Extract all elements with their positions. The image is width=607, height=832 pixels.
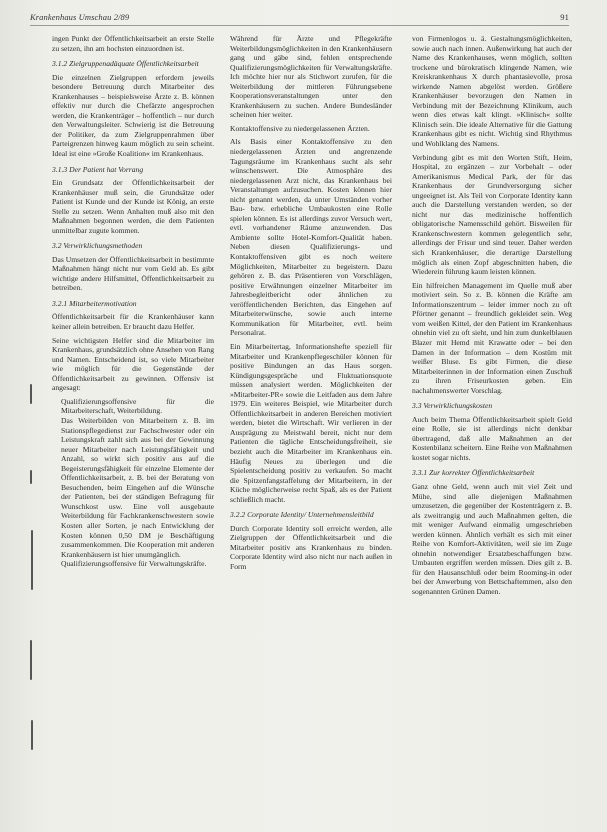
paragraph: Ein Mitarbeitertag, Informationshefte speziell für Mitarbeiter und Krankenpflegeschüler können für positive Bindungen an das Haus sorgen. Kündigungsgespräche und Fluktuationsquote müssen analysiert werden. Möglichkeiten der »Mitarbeiter-PR« sowie die Leitfaden aus dem Jahre 1979. Ein weiteres Beispiel, wie Mitarbeiter durch Öffentlichkeitsarbeit in anderen Bereichen motiviert werden, bietet die Wirtschaft. Wir verlieren in der Ausprägung zu Meistwahl bereit, nicht nur dem Patienten die tägliche Entscheidungsfreiheit, sie bezieht auch die Mitarbeiter im Krankenhaus ein. Häufig Neues zu überlegen und die Spielentscheidung positiv zu verkaufen. So macht die Spitzenfangstaffelung der Mitarbeitern, in der Küche möglicherweise recht Spaß, als es der Patient schließlich macht.: [230, 341, 392, 504]
paragraph: Ein Grundsatz der Öffentlichkeitsarbeit der Krankenhäuser muß sein, die Grundsätze oder Patient ist Kunde und der Kunde ist König, an erste Stelle zu setzen. Wenn Anhalten muß also mit den Maßnahmen begonnen werden, die dem Patienten unmittelbar zugute kommen.: [52, 178, 214, 235]
paragraph: ingen Punkt der Öffentlichkeitsarbeit an erste Stelle zu setzen, ihn am hochsten einzuordnen ist.: [52, 34, 214, 53]
paragraph: Durch Corporate Identity soll erreicht werden, alle Zielgruppen der Öffentlichkeitsarbeit und die Mitarbeiter positiv ans Krankenhaus zu binden. Corporate Identity wird also nicht nur nach außen in Form: [230, 523, 392, 571]
paragraph: Ein hilfreichen Management im Quelle muß aber motiviert sein. So z. B. können die Kräfte am Informationszentrum – leider immer noch zu oft Pförtner genannt – freundlich gekleidet sein. Weg vom weißen Kittel, der den Patient im Krankenhaus ohnehin viel zu oft sieht, und hin zum dunkelblauen Blazer mit Hemd mit Krawatte oder – bei den Damen in der Information – dem Kostüm mit weißer Bluse. Es gibt Firmen, die diese Mitarbeiterinnen in der Information einen Zuschuß zu ihren Friseurkosten geben. Ein nachahmenswerter Vorschlag.: [412, 280, 572, 395]
section-heading: 3.1.3 Der Patient hat Vorrang: [52, 164, 144, 174]
margin-annotation-marks: [28, 380, 36, 800]
paragraph: Auch beim Thema Öffentlichkeitsarbeit spielt Geld eine Rolle, sie ist allerdings nicht denkbar übertragend, daß alle Maßnahmen an der Kostenbilanz scheitern. Eine Reihe von Maßnahmen kostet sogar nichts.: [412, 414, 572, 462]
paragraph: Öffentlichkeitsarbeit für die Krankenhäuser kann keiner allein betreiben. Er braucht dazu Helfer.: [52, 312, 214, 332]
list-item: • Das Weiterbilden von Mitarbeitern z. B. im Stationspflegedienst zur Fachschwester oder ein Leistungskraft zahlt sich aus bei der Gewinnung neuer Mitarbeiter nach Leistungsfähigkeit und Anzahl, so wirkt sich positiv aus auf die Begeisterungsfähigkeit für einzelne Elemente der Öffentlichkeitsarbeit, z. B. bei der Beratung von Besuchenden, beim Eingehen auf die Wünsche der Patienten, bei der ständigen Befragung für Wunschkost usw. Eine voll ausgebaute Weiterbildung für Fachkrankenschwestern sowie Kosten aller Sorten, je nach Entwicklung der Kosten können 0,50 DM je Beschäftigung zusammenkommen. Die Kooperation mit anderen Krankenhäusern ist hier unumgänglich.: [61, 416, 214, 559]
paragraph: Ganz ohne Geld, wenn auch mit viel Zeit und Mühe, sind alle diejenigen Maßnahmen umzusetzen, die gegenüber der Kostenträgern z. B. als zweitrangig und auch Maßnahmen gelten, die mit weniger Aufwand einmalig umgeschrieben werden können. Ähnlich verhält es sich mit einer Reihe von Komfort-Aktivitäten, weil sie im Zuge ohnehin notwendiger Ersatzbeschaffungen bzw. Umbauten ergriffen werden müssen. Dies gilt z. B. für den Hausanschluß oder beim Rooming-in oder bei der Anwerbung von Bettschaftemmen, also den sogenannten Grünen Damen.: [412, 481, 572, 596]
journal-title: Krankenhaus Umschau 2/89: [30, 12, 130, 22]
text-column-2: [230, 34, 392, 824]
running-header: [30, 12, 569, 26]
section-heading: 3.2.1 Mitarbeitermotivation: [52, 298, 137, 308]
paragraph: Das Umsetzen der Öffentlichkeitsarbeit in bestimmte Maßnahmen hängt nicht nur vom Geld ab. Es gibt wichtige andere Hilfsmittel, Öffentlichkeitsarbeit zu betreiben.: [52, 254, 214, 293]
header-rule: [30, 25, 569, 26]
paragraph: von Firmenlogos u. ä. Gestaltungsmöglichkeiten, sowie auch nach innen. Außenwirkung hat auch der Name des Krankenhauses, wenn möglich, sollten trockene und bürokratisch klingende Namen, wie Kreiskrankenhaus X durch phantasievolle, prosa wirkende Namen abgelöst werden. Größere Krankenhäuser bevorzugen den Namen in Verbindung mit der Bezeichnung Klinikum, auch wenn dies etwas kalt klingt. »Klinisch« sollte Klinisch sein. Die ideale Alternative für die Gattung Krankenhaus gibt es nicht. Wichtig sind Rhythmus und Wohlklang des Namens.: [412, 34, 572, 149]
margin-mark: [31, 720, 33, 750]
bullet-list: [52, 397, 214, 569]
text-column-3: [412, 34, 572, 824]
paragraph: Seine wichtigsten Helfer sind die Mitarbeiter im Krankenhaus, grundsätzlich ohne Ansehen von Rang und Namen. Entscheidend ist, so viele Mitarbeiter wie möglich für die Gegenstände der Öffentlichkeitsarbeit zu gewinnen. Offensiv ist angesagt:: [52, 335, 214, 393]
margin-mark: [30, 640, 32, 680]
margin-mark: [31, 530, 33, 590]
page-number: 91: [560, 12, 569, 22]
section-heading: 3.1.2 Zielgruppenadäquate Öffentlichkeitsarbeit: [52, 59, 199, 69]
text-column-1: [52, 34, 214, 824]
list-item: • Qualifizierungsoffensive für die Mitarbeiterschaft, Weiterbildung.: [61, 397, 214, 416]
paragraph: Die einzelnen Zielgruppen erfordern jeweils besondere Betreuung durch Mitarbeiter des Krankenhauses – beispielsweise Ärzte z. B. können effektiv nur durch die Chefärzte angesprochen werden, die Krankenträger – hoffentlich – nur durch den Verwaltungsleiter. Schwierig ist die Betreuung der Politiker, da zum Zielgruppenrahmen über Parteigrenzen hinweg kaum möglich zu sein scheint. Ideal ist eine »Große Koalition« im Krankenhaus.: [52, 72, 214, 158]
margin-mark: [30, 470, 32, 484]
section-heading: 3.2.2 Corporate Identity/ Unternehmensleitbild: [230, 510, 374, 520]
paragraph: Kontaktoffensive zu niedergelassenen Ärzten.: [230, 123, 370, 133]
margin-mark: [30, 384, 32, 404]
paragraph: Verbindung gibt es mit den Worten Stift, Heim, Hospital, zu ergänzen – zur Vorbehalt – oder Amerikanismus Medical Park, der für das Krankenhaus der Grundversorgung sicher ungeeignet ist. Als Teil von Corporate Identity kann auch die Darstellung verstanden werden, so der nicht nur das medizinische hoffentlich obligatorische Namensschild gehört. Bisweilen für Krankenschwestern kommen gelegentlich sehr, allerdings der Frisur und sind teuer. Daher werden sich Krankenhäuser, die derartige Darstellung möglich als einen Zopf abgeschnitten haben, die Wiederein führung kaum leisten können.: [412, 152, 572, 277]
list-item: • Qualifizierungsoffensive für Verwaltungskräfte.: [61, 559, 214, 569]
section-heading: 3.3 Verwirklichungskosten: [412, 401, 493, 411]
paragraph: Während für Ärzte und Pflegekräfte Weiterbildungsmöglichkeiten in den Krankenhäusern gang und gäbe sind, fehlen entsprechende Qualifizierungsmöglichkeiten für Verwaltungskräfte. Ich möchte hier nur als Stichwort zurufen, für die Weiterbildung der mittleren Führungsebene Kooperationsveranstaltungen unter den Krankenhäusern zu suchen. Andere Bundesländer scheinen hier weiter.: [230, 34, 392, 120]
section-heading: 3.3.1 Zur korrekter Öffentlichkeitsarbeit: [412, 468, 535, 478]
paragraph: Als Basis einer Kontaktoffensive zu den niedergelassenen Ärzten und angrenzende Tagungsräume im Krankenhaus sucht als sehr wünschenswert. Die Atmosphäre des niedergelassenen Arzt nicht, das Krankenhaus bei Veranstaltungen aufzusuchen. Kosten können hier nicht genannt werden, da unter Umständen vorher Bau- bzw. erhebliche Umbaukosten eine Rolle spielen können. Es ist allerdings zuvor Versuch wert, evtl. vorhandener Räume anzuwenden. Das Ambiente sollte Hotel-Komfort-Qualität haben. Neben diesen Qualifizierungs- und Kontaktoffensiven gibt es noch weitere Möglichkeiten, Mitarbeiter zu begeistern. Dazu gehören z. B. das Präsentieren von Vorschlägen, positive Erwähnungen einzelner Mitarbeiter im Jahresbegleitbericht oder ähnlichen zu veröffentlichenden Berichten, das Eingehen auf Mitarbeiterwünsche, sowie auch interne Kommunikation für Mitarbeiter, evtl. beim Personalrat.: [230, 137, 392, 338]
section-heading: 3.2 Verwirklichungsmethoden: [52, 241, 143, 251]
